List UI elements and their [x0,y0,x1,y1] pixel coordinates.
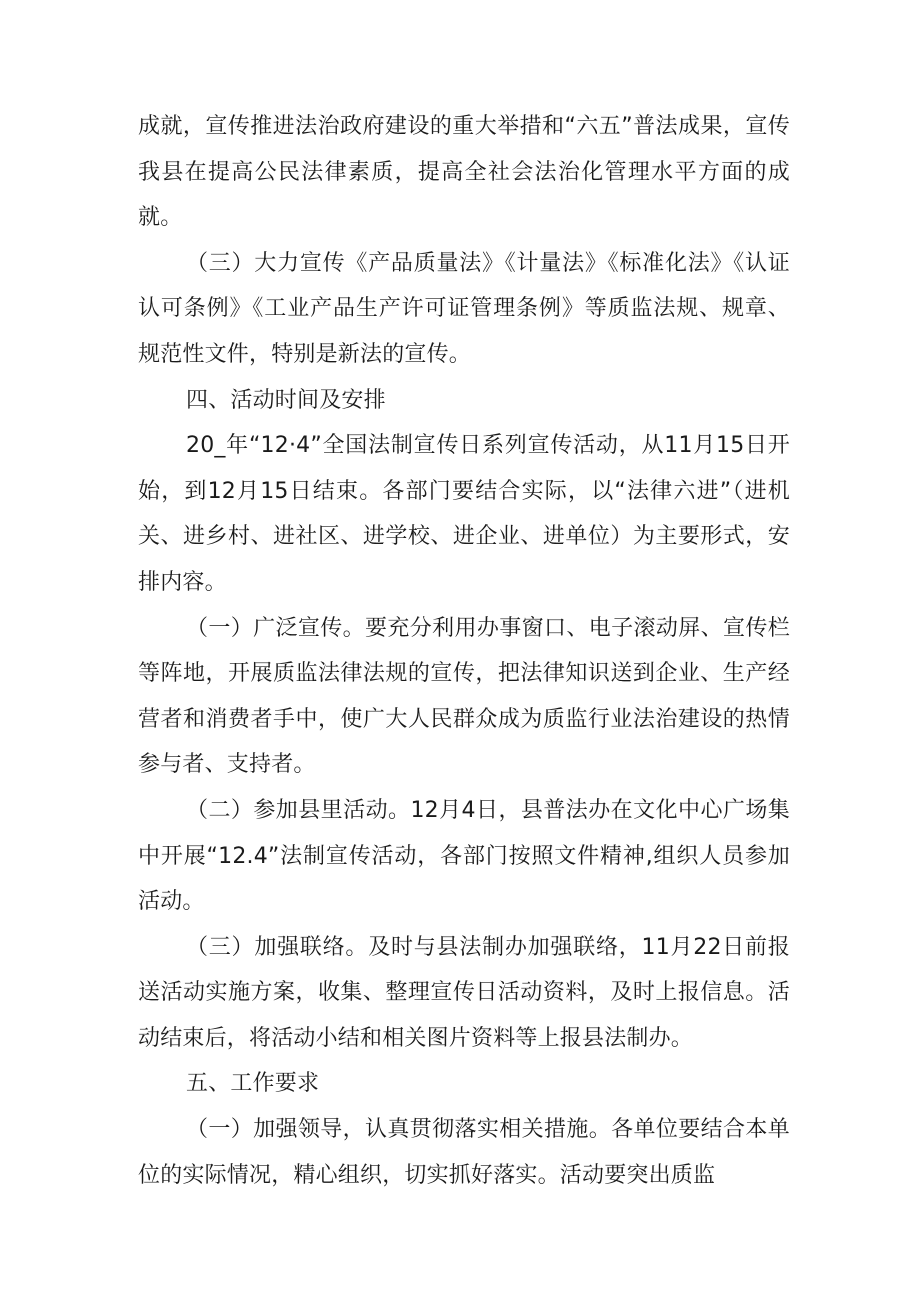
paragraph-continuation: 成就，宣传推进法治政府建设的重大举措和“六五”普法成果，宣传我县在提高公民法律素质，提高全社会法治化管理水平方面的成就。 [138,114,790,231]
paragraph-schedule: 20_年“12·4”全国法制宣传日系列宣传活动，从11月15日开始，到12月15日结束。各部门要结合实际，以“法律六进”（进机关、进乡村、进社区、进学校、进企业、进单位）为主要形式，安排内容。 [138,433,790,595]
paragraph-item-3-publicity: （三）大力宣传《产品质量法》《计量法》《标准化法》《认证认可条例》《工业产品生产许可证管理条例》等质监法规、规章、规范性文件，特别是新法的宣传。 [138,250,790,367]
paragraph-item-1-publicity: （一）广泛宣传。要充分利用办事窗口、电子滚动屏、宣传栏等阵地，开展质监法律法规的宣传，把法律知识送到企业、生产经营者和消费者手中，使广大人民群众成为质监行业法治建设的热情参与者、支持者。 [138,615,790,778]
paragraph-item-1-leadership: （一）加强领导，认真贯彻落实相关措施。各单位要结合本单位的实际情况，精心组织，切实抓好落实。活动要突出质监 [138,1117,790,1188]
paragraph-item-3-liaison: （三）加强联络。及时与县法制办加强联络，11月22日前报送活动实施方案，收集、整理宣传日活动资料，及时上报信息。活动结束后，将活动小结和相关图片资料等上报县法制办。 [138,934,790,1051]
document-body [138,104,790,1198]
section-heading-5: 五、工作要求 [186,1071,320,1097]
section-heading-4: 四、活动时间及安排 [186,387,386,413]
paragraph-item-2-county-activity: （二）参加县里活动。12月4日，县普法办在文化中心广场集中开展“12.4”法制宣传活动，各部门按照文件精神,组织人员参加活动。 [138,797,790,915]
